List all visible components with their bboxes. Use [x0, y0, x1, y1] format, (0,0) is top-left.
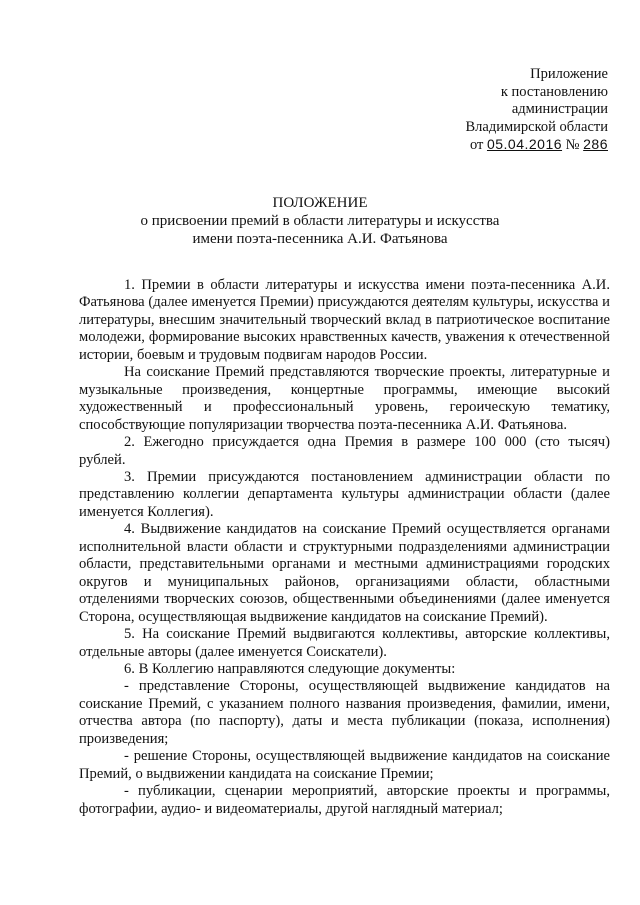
appendix-line-4: Владимирской области [465, 118, 608, 135]
paragraph-3: 2. Ежегодно присуждается одна Премия в размере 100 000 (сто тысяч) рублей. [79, 434, 610, 468]
document-body [79, 277, 610, 818]
appendix-line-2: к постановлению [500, 83, 608, 100]
appendix-line-3: администрации [511, 101, 608, 117]
date-prefix: от [469, 137, 484, 153]
paragraph-8: - представление Стороны, осуществляющей выдвижение кандидатов на соискание Премий, с указанием полного названия произведения, фамилии, имени, отчества автора (по паспорту), даты и места публикации (показа, исполнения) произведения; [79, 678, 610, 747]
appendix-line-1: Приложение [530, 66, 608, 82]
paragraph-10: - публикации, сценарии мероприятий, авторские проекты и программы, фотографии, аудио- и видеоматериалы, другой наглядный материал; [79, 783, 610, 817]
appendix-date-line [465, 136, 608, 155]
title-subtitle-1: о присвоении премий в области литературы и искусства [140, 213, 500, 229]
decree-number: 286 [583, 136, 608, 152]
decree-date: 05.04.2016 [486, 136, 563, 152]
appendix-block [465, 66, 608, 155]
paragraph-5: 4. Выдвижение кандидатов на соискание Премий осуществляется органами исполнительной власти области и структурными подразделениями администрации области, представительными органами и местными администрациями городских округов и муниципальных районов, организациями области, областными отделениями творческих союзов, общественными объединениями (далее именуется Сторона, осуществляющая выдвижение кандидатов на соискание Премий). [79, 521, 610, 625]
paragraph-6: 5. На соискание Премий выдвигаются коллективы, авторские коллективы, отдельные авторы (далее именуется Соискатели). [79, 626, 610, 660]
title-heading: ПОЛОЖЕНИЕ [272, 195, 368, 211]
number-sign: № [565, 137, 580, 153]
paragraph-4: 3. Премии присуждаются постановлением администрации области по представлению коллегии департамента культуры администрации области (далее именуется Коллегия). [79, 468, 610, 520]
paragraph-9: - решение Стороны, осуществляющей выдвижение кандидатов на соискание Премий, о выдвижении кандидата на соискание Премии; [79, 748, 610, 782]
title-subtitle-2: имени поэта-песенника А.И. Фатьянова [192, 231, 448, 247]
document-title [0, 194, 640, 248]
paragraph-1: 1. Премии в области литературы и искусства имени поэта-песенника А.И. Фатьянова (далее именуется Премии) присуждаются деятелям культуры, искусства и литературы, внесшим значительный творческий вклад в патриотическое воспитание молодежи, формирование высоких нравственных качеств, уважения к отечественной истории, боевым и трудовым подвигам народов России. [79, 277, 610, 363]
paragraph-7: 6. В Коллегию направляются следующие документы: [124, 660, 456, 677]
paragraph-2: На соискание Премий представляются творческие проекты, литературные и музыкальные произведения, концертные программы, имеющие высокий художественный и профессиональный уровень, героическую тематику, способствующие популяризации творчества поэта-песенника А.И. Фатьянова. [79, 364, 610, 433]
